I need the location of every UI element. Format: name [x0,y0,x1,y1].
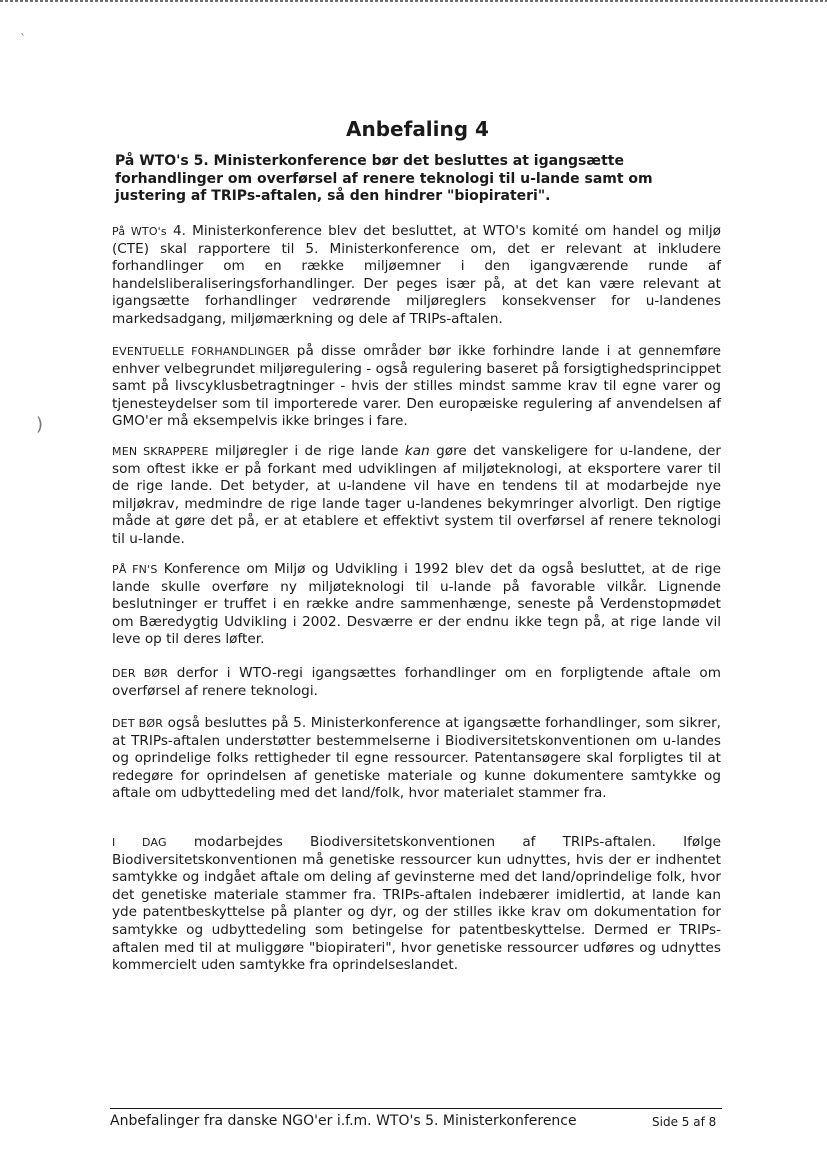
paragraph-text: også besluttes på 5. Ministerkonference at igangsætte forhandlinger, som sikrer, at TRIPs-aftalen understøtter bestemmelserne i Biodiversitetskonventionen om u-landes og oprindelige folks rettigheder til egne ressourcer. Patentansøgere skal forpligtes til at redegøre for oprindelsen af genetiske materiale og kunne dokumentere samtykke og aftale om udbyttedeling med det land/folk, hvor materialet stammer fra. [112,715,721,802]
paragraph-2 [112,343,721,431]
paragraph-lead-in: DET BØR [112,717,164,730]
paragraph-4 [112,561,721,649]
paragraph-text: modarbejdes Biodiversitetskonventionen af TRIPs-aftalen. Ifølge Biodiversitetskonventionen må genetiske ressourcer kun udnyttes, hvis der er indhentet samtykke og indgået aftale om deling af gevinsterne med det land/oprindelige folk, hvor det genetiske materiale stammer fra. TRIPs-aftalen indebærer imidlertid, at lande kan yde patentbeskyttelse på planter og dyr, og der stilles ikke krav om dokumentation for samtykke og udbyttedeling som betingelse for patentbeskyttelse. Dermed er TRIPs-aftalen med til at muliggøre "biopirateri", hvor genetiske ressourcer udføres og udnyttes kommercielt uden samtykke fra oprindelseslandet. [112,834,721,974]
paragraph-7 [112,834,721,975]
footer-text: Anbefalinger fra danske NGO'er i.f.m. WTO's 5. Ministerkonference [110,1113,577,1129]
paragraph-1 [112,223,721,329]
paragraph-text: Konference om Miljø og Udvikling i 1992 blev det da også besluttet, at de rige lande skulle overføre ny miljøteknologi til u-lande på favorable vilkår. Lignende beslutninger er truffet i en række andre sammenhænge, seneste på Verdenstopmødet om Bæredygtig Udvikling i 2002. Desværre er der endnu ikke tegn på, at rige lande vil leve op til deres løfter. [112,561,721,648]
paragraph-lead-in: I DAG [112,836,167,849]
paragraph-lead-in: DER BØR [112,667,169,680]
scan-mark: ) [36,414,44,435]
page-number: Side 5 af 8 [652,1115,717,1129]
paragraph-text: gøre det vanskeligere for u-landene, der som oftest ikke er på forkant med udviklingen af miljøteknologi, at eksportere varer til de rige lande. Det betyder, at u-landene vil have en tendens til at modarbejde nye miljøkrav, medmindre de rige lande tager u-landenes bekymringer alvorligt. Den rigtige måde at gøre det på, er at etablere et effektivt system til overførsel af renere teknologi til u-lande. [112,443,722,547]
top-edge-rule [0,0,827,2]
paragraph-3 [112,443,721,549]
scan-speck: ` [20,32,26,46]
page-title: Anbefaling 4 [346,117,489,141]
paragraph-emphasis: kan [404,443,430,459]
paragraph-text: derfor i WTO-regi igangsættes forhandlinger om en forpligtende aftale om overførsel af renere teknologi. [112,665,721,699]
paragraph-lead-in: På WTO's [112,225,167,238]
recommendation-lead: På WTO's 5. Ministerkonference bør det besluttes at igangsætte forhandlinger om overførsel af renere teknologi til u-lande samt om justering af TRIPs-aftalen, så den hindrer "biopirateri". [115,153,653,204]
paragraph-text: 4. Ministerkonference blev det besluttet, at WTO's komité om handel og miljø (CTE) skal rapportere til 5. Ministerkonference om, det er relevant at inkludere forhandlinger om en række miljøemner i den igangværende runde af handelsliberaliseringsforhandlinger. Der peges især på, at det kan være relevant at igangsætte forhandlinger vedrørende miljøreglers konsekvenser for u-landenes markedsadgang, miljømærkning og dele af TRIPs-aftalen. [112,223,721,327]
footer-rule [110,1108,722,1109]
paragraph-text: på disse områder bør ikke forhindre lande i at gennemføre enhver velbegrundet miljøregulering - også regulering baseret på forsigtighedsprincippet samt på livscyklusbetragtninger - hvis der stilles mindst samme krav til egne varer og tjenesteydelser som til importerede varer. Den europæiske regulering af anvendelsen af GMO'er må eksempelvis ikke bringes i fare. [112,343,721,430]
paragraph-text: miljøregler i de rige lande [208,443,405,459]
paragraph-5 [112,665,721,700]
paragraph-lead-in: MEN SKRAPPERE [112,445,209,458]
paragraph-lead-in: PÅ FN'S [112,563,158,576]
paragraph-lead-in: EVENTUELLE FORHANDLINGER [112,345,290,358]
paragraph-6 [112,715,721,803]
